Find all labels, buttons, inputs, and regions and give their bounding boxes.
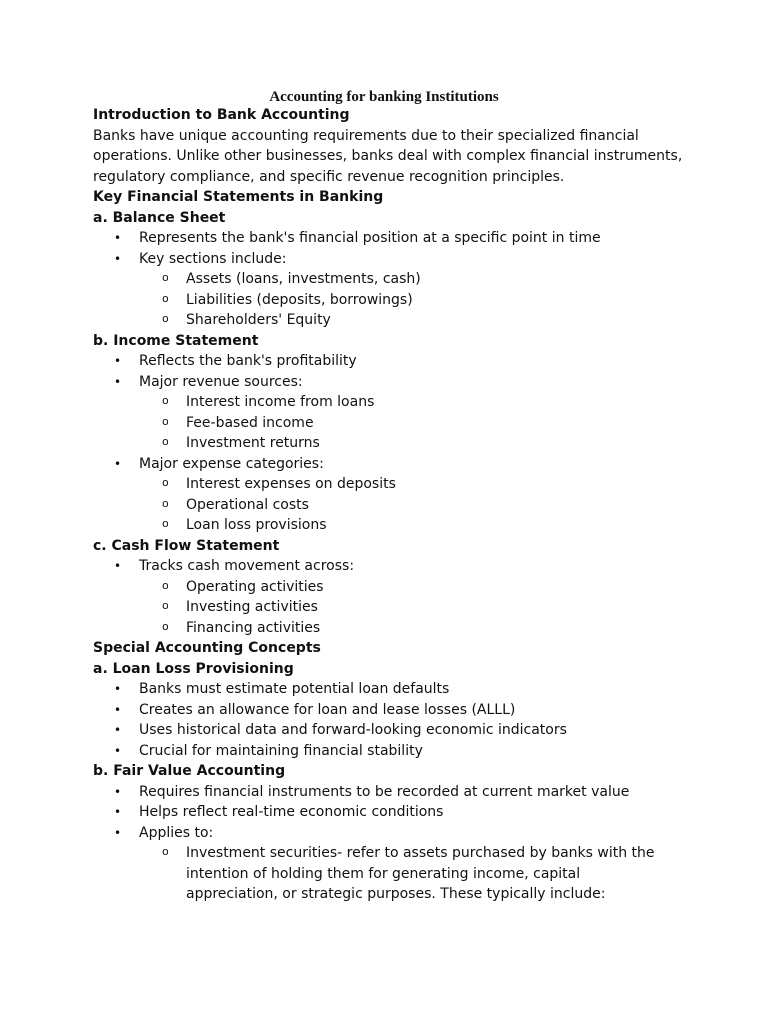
loan-loss-heading: a. Loan Loss Provisioning <box>93 660 294 677</box>
list-item: • Creates an allowance for loan and lease losses (ALLL) <box>93 700 693 721</box>
special-concepts-heading: Special Accounting Concepts <box>93 640 321 656</box>
sub-list-item: o Financing activities <box>93 618 693 639</box>
sub-list-item: o Interest income from loans <box>93 392 693 413</box>
sub-list-item: o Interest expenses on deposits <box>93 474 693 495</box>
document-body <box>93 105 693 905</box>
key-statements-heading: Key Financial Statements in Banking <box>93 189 384 205</box>
list-item: • Tracks cash movement across: <box>93 556 693 577</box>
sub-list-item: o Liabilities (deposits, borrowings) <box>93 290 693 311</box>
list-item: • Reflects the bank's profitability <box>93 351 693 372</box>
balance-sheet-heading: a. Balance Sheet <box>93 209 226 226</box>
fair-value-list <box>93 782 693 905</box>
sub-list-item: o Loan loss provisions <box>93 515 693 536</box>
document-title: Accounting for banking Institutions <box>269 89 499 105</box>
list-item: • Major revenue sources: <box>93 372 693 393</box>
fair-value-heading: b. Fair Value Accounting <box>93 763 286 779</box>
sub-list-item: o Shareholders' Equity <box>93 310 693 331</box>
list-item: • Helps reflect real-time economic conditions <box>93 802 693 823</box>
list-item: • Banks must estimate potential loan defaults <box>93 679 693 700</box>
cash-flow-heading: c. Cash Flow Statement <box>93 537 280 554</box>
sub-list-item: o Investment securities- refer to assets purchased by banks with the intention of holding them for generating income, capital appreciation, or strategic purposes. These typically include: <box>93 843 666 905</box>
sub-list-item: o Fee-based income <box>93 413 693 434</box>
list-item: • Uses historical data and forward-looking economic indicators <box>93 720 693 741</box>
sub-list-item: o Investment returns <box>93 433 693 454</box>
sub-list-item: o Operating activities <box>93 577 693 598</box>
list-item: • Major expense categories: <box>93 454 693 475</box>
cash-flow-list <box>93 556 693 638</box>
sub-list-item: o Operational costs <box>93 495 693 516</box>
sub-list-item: o Investing activities <box>93 597 693 618</box>
intro-paragraph: Banks have unique accounting requirements due to their specialized financial operations. Unlike other businesses, banks deal with complex financial instruments, regulatory compliance, and specific revenue recognition principles. <box>93 127 683 185</box>
list-item: • Applies to: <box>93 823 693 844</box>
list-item: • Requires financial instruments to be recorded at current market value <box>93 782 693 803</box>
income-statement-heading: b. Income Statement <box>93 332 259 349</box>
list-item: • Key sections include: <box>93 249 693 270</box>
intro-heading: Introduction to Bank Accounting <box>93 107 350 123</box>
loan-loss-list <box>93 679 693 761</box>
list-item: • Represents the bank's financial position at a specific point in time <box>93 228 693 249</box>
sub-list-item: o Assets (loans, investments, cash) <box>93 269 693 290</box>
list-item: • Crucial for maintaining financial stability <box>93 741 693 762</box>
balance-sheet-list <box>93 228 693 331</box>
income-statement-list <box>93 351 693 536</box>
